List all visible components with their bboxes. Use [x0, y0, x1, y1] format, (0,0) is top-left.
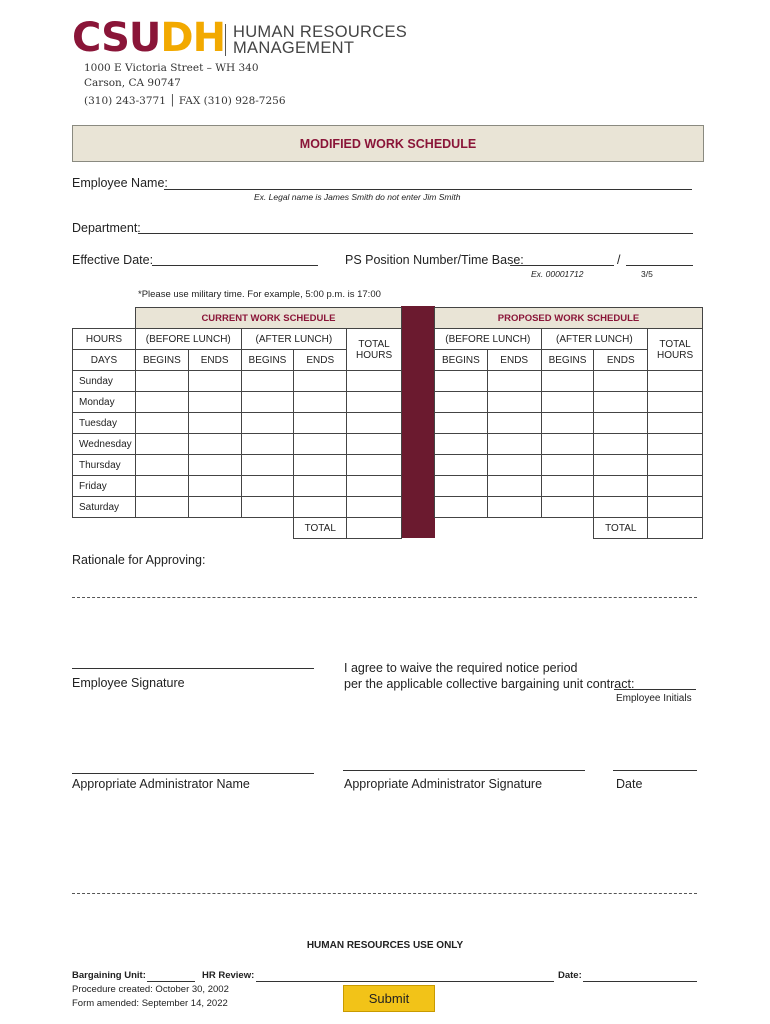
- waive-text-line-1: I agree to waive the required notice period: [344, 661, 578, 675]
- hr-review-label: HR Review:: [202, 970, 255, 981]
- waive-text-line-2: per the applicable collective bargaining unit contract:: [344, 677, 635, 691]
- schedule-cell[interactable]: [541, 434, 594, 455]
- dept-line-1: HUMAN RESOURCES: [233, 23, 408, 41]
- current-total-label: TOTAL: [294, 518, 347, 539]
- schedule-cell[interactable]: [188, 455, 241, 476]
- schedule-cell[interactable]: [594, 434, 648, 455]
- schedule-cell[interactable]: [541, 455, 594, 476]
- table-row: [435, 434, 703, 455]
- schedule-cell[interactable]: [487, 413, 541, 434]
- employee-signature-line[interactable]: [72, 668, 314, 669]
- logo-divider: [225, 24, 226, 56]
- current-begins-2: BEGINS: [241, 350, 294, 371]
- rationale-label: Rationale for Approving:: [72, 553, 206, 567]
- schedule-cell[interactable]: [435, 392, 488, 413]
- csudh-logo: [72, 15, 226, 61]
- schedule-cell[interactable]: [241, 476, 294, 497]
- schedule-cell[interactable]: [648, 434, 703, 455]
- days-label: DAYS: [73, 350, 136, 371]
- department-label: Department:: [72, 221, 141, 235]
- schedule-cell[interactable]: [188, 392, 241, 413]
- schedule-cell[interactable]: [487, 371, 541, 392]
- schedule-cell[interactable]: [347, 413, 402, 434]
- table-row: [73, 497, 402, 518]
- proposed-ends-2: ENDS: [594, 350, 648, 371]
- department-logo-text: [233, 24, 407, 56]
- hours-label: HOURS: [73, 329, 136, 350]
- current-total-value[interactable]: [347, 518, 402, 539]
- table-row: [73, 434, 402, 455]
- proposed-ends-1: ENDS: [487, 350, 541, 371]
- schedule-cell[interactable]: [435, 371, 488, 392]
- proposed-after-lunch: (AFTER LUNCH): [541, 329, 648, 350]
- table-row: [73, 476, 402, 497]
- admin-name-label: Appropriate Administrator Name: [72, 777, 250, 791]
- proposed-schedule-header: PROPOSED WORK SCHEDULE: [435, 308, 703, 329]
- phone-fax: (310) 243-3771 │ FAX (310) 928-7256: [84, 95, 286, 107]
- schedule-cell[interactable]: [594, 392, 648, 413]
- table-row: [73, 371, 402, 392]
- schedule-cell[interactable]: [435, 476, 488, 497]
- schedule-cell[interactable]: [347, 434, 402, 455]
- day-sunday: Sunday: [73, 371, 136, 392]
- schedule-cell[interactable]: [294, 371, 347, 392]
- schedule-cell[interactable]: [487, 476, 541, 497]
- schedule-cell[interactable]: [135, 371, 188, 392]
- schedule-cell[interactable]: [294, 455, 347, 476]
- effective-date-label: Effective Date:: [72, 253, 154, 267]
- form-title: MODIFIED WORK SCHEDULE: [72, 125, 704, 162]
- schedule-cell[interactable]: [241, 497, 294, 518]
- date-line[interactable]: [613, 770, 697, 771]
- day-tuesday: Tuesday: [73, 413, 136, 434]
- schedule-cell[interactable]: [135, 392, 188, 413]
- employee-name-label: Employee Name:: [72, 176, 168, 190]
- schedule-cell[interactable]: [241, 371, 294, 392]
- schedule-cell[interactable]: [135, 455, 188, 476]
- schedule-cell[interactable]: [135, 413, 188, 434]
- day-thursday: Thursday: [73, 455, 136, 476]
- day-monday: Monday: [73, 392, 136, 413]
- dept-line-2: MANAGEMENT: [233, 39, 355, 57]
- employee-name-hint: Ex. Legal name is James Smith do not enter Jim Smith: [254, 192, 461, 202]
- schedule-cell[interactable]: [487, 497, 541, 518]
- schedule-cell[interactable]: [648, 413, 703, 434]
- employee-initials-field[interactable]: [614, 689, 696, 690]
- spacer-cell: [435, 518, 594, 539]
- schedule-cell[interactable]: [648, 497, 703, 518]
- current-before-lunch: (BEFORE LUNCH): [135, 329, 241, 350]
- employee-initials-label: Employee Initials: [616, 693, 692, 704]
- schedule-cell[interactable]: [541, 413, 594, 434]
- schedule-cell[interactable]: [347, 497, 402, 518]
- current-ends-2: ENDS: [294, 350, 347, 371]
- schedule-cell[interactable]: [188, 413, 241, 434]
- schedule-cell[interactable]: [188, 434, 241, 455]
- logo-csu-text: CSU: [72, 15, 161, 61]
- rationale-field[interactable]: [72, 597, 697, 598]
- military-time-note: *Please use military time. For example, 5:00 p.m. is 17:00: [138, 289, 381, 300]
- table-row: [435, 392, 703, 413]
- proposed-schedule-table: [434, 307, 703, 539]
- proposed-total-value[interactable]: [648, 518, 703, 539]
- table-row: [73, 392, 402, 413]
- schedule-cell[interactable]: [135, 434, 188, 455]
- table-row: [435, 455, 703, 476]
- schedule-cell[interactable]: [435, 434, 488, 455]
- hr-review-field[interactable]: [256, 981, 554, 982]
- table-row: [73, 413, 402, 434]
- schedule-cell[interactable]: [594, 476, 648, 497]
- table-row: [73, 455, 402, 476]
- hr-use-only-title: HUMAN RESOURCES USE ONLY: [306, 940, 464, 951]
- proposed-begins-1: BEGINS: [435, 350, 488, 371]
- hr-date-field[interactable]: [583, 981, 697, 982]
- table-row: [435, 476, 703, 497]
- schedule-cell[interactable]: [648, 476, 703, 497]
- schedule-cell[interactable]: [487, 392, 541, 413]
- proposed-begins-2: BEGINS: [541, 350, 594, 371]
- schedule-cell[interactable]: [294, 434, 347, 455]
- proposed-total-label: TOTAL: [594, 518, 648, 539]
- schedule-cell[interactable]: [435, 497, 488, 518]
- schedule-cell[interactable]: [294, 476, 347, 497]
- schedule-cell[interactable]: [241, 455, 294, 476]
- date-label: Date: [616, 777, 643, 791]
- admin-signature-label: Appropriate Administrator Signature: [344, 777, 543, 791]
- current-schedule-table: [72, 307, 402, 539]
- schedule-cell[interactable]: [487, 455, 541, 476]
- position-example: Ex. 00001712: [531, 269, 584, 279]
- position-number-field[interactable]: [510, 265, 614, 266]
- schedule-cell[interactable]: [241, 434, 294, 455]
- schedule-cell[interactable]: [648, 455, 703, 476]
- schedule-cell[interactable]: [294, 392, 347, 413]
- employee-signature-label: Employee Signature: [72, 676, 185, 690]
- spacer-cell: [73, 518, 294, 539]
- position-label: PS Position Number/Time Base:: [345, 253, 524, 267]
- timebase-example: 3/5: [641, 269, 653, 279]
- table-row: [435, 371, 703, 392]
- position-slash: /: [617, 253, 621, 267]
- table-row: [435, 413, 703, 434]
- admin-signature-line[interactable]: [343, 770, 585, 771]
- spacer-cell: [73, 308, 136, 329]
- schedule-cell[interactable]: [294, 497, 347, 518]
- current-total-hours-header: TOTAL HOURS: [347, 329, 402, 371]
- schedule-cell[interactable]: [541, 392, 594, 413]
- address-line-2: Carson, CA 90747: [84, 77, 181, 89]
- department-field[interactable]: [138, 233, 693, 234]
- schedule-cell[interactable]: [188, 476, 241, 497]
- admin-name-line[interactable]: [72, 773, 314, 774]
- schedule-cell[interactable]: [241, 413, 294, 434]
- day-friday: Friday: [73, 476, 136, 497]
- schedule-cell[interactable]: [541, 476, 594, 497]
- schedule-cell[interactable]: [541, 371, 594, 392]
- schedule-cell[interactable]: [435, 413, 488, 434]
- current-after-lunch: (AFTER LUNCH): [241, 329, 347, 350]
- schedule-cell[interactable]: [594, 497, 648, 518]
- schedule-cell[interactable]: [347, 371, 402, 392]
- schedule-divider-column: [401, 306, 435, 538]
- form-amended: Form amended: September 14, 2022: [72, 998, 228, 1009]
- schedule-cell[interactable]: [135, 476, 188, 497]
- current-ends-1: ENDS: [188, 350, 241, 371]
- day-wednesday: Wednesday: [73, 434, 136, 455]
- schedule-cell[interactable]: [347, 455, 402, 476]
- schedule-cell[interactable]: [541, 497, 594, 518]
- logo-dh-text: DH: [160, 15, 226, 61]
- table-row: [435, 497, 703, 518]
- schedule-cell[interactable]: [435, 455, 488, 476]
- schedule-cell[interactable]: [648, 392, 703, 413]
- schedule-cell[interactable]: [294, 413, 347, 434]
- bargaining-unit-label: Bargaining Unit:: [72, 970, 146, 981]
- section-divider: [72, 893, 697, 894]
- schedule-cell[interactable]: [594, 413, 648, 434]
- employee-name-field[interactable]: [164, 189, 692, 190]
- schedule-cell[interactable]: [347, 476, 402, 497]
- schedule-cell[interactable]: [135, 497, 188, 518]
- hr-date-label: Date:: [558, 970, 582, 981]
- time-base-field[interactable]: [626, 265, 693, 266]
- bargaining-unit-field[interactable]: [147, 981, 195, 982]
- day-saturday: Saturday: [73, 497, 136, 518]
- procedure-created: Procedure created: October 30, 2002: [72, 984, 229, 995]
- proposed-before-lunch: (BEFORE LUNCH): [435, 329, 542, 350]
- schedule-cell[interactable]: [487, 434, 541, 455]
- effective-date-field[interactable]: [152, 265, 318, 266]
- proposed-total-hours-header: TOTAL HOURS: [648, 329, 703, 371]
- schedule-cell[interactable]: [594, 371, 648, 392]
- schedule-cell[interactable]: [347, 392, 402, 413]
- schedule-cell[interactable]: [648, 371, 703, 392]
- schedule-cell[interactable]: [594, 455, 648, 476]
- schedule-cell[interactable]: [241, 392, 294, 413]
- address-line-1: 1000 E Victoria Street – WH 340: [84, 62, 259, 74]
- current-begins-1: BEGINS: [135, 350, 188, 371]
- schedule-cell[interactable]: [188, 497, 241, 518]
- schedule-cell[interactable]: [188, 371, 241, 392]
- submit-button[interactable]: Submit: [343, 985, 435, 1012]
- current-schedule-header: CURRENT WORK SCHEDULE: [135, 308, 401, 329]
